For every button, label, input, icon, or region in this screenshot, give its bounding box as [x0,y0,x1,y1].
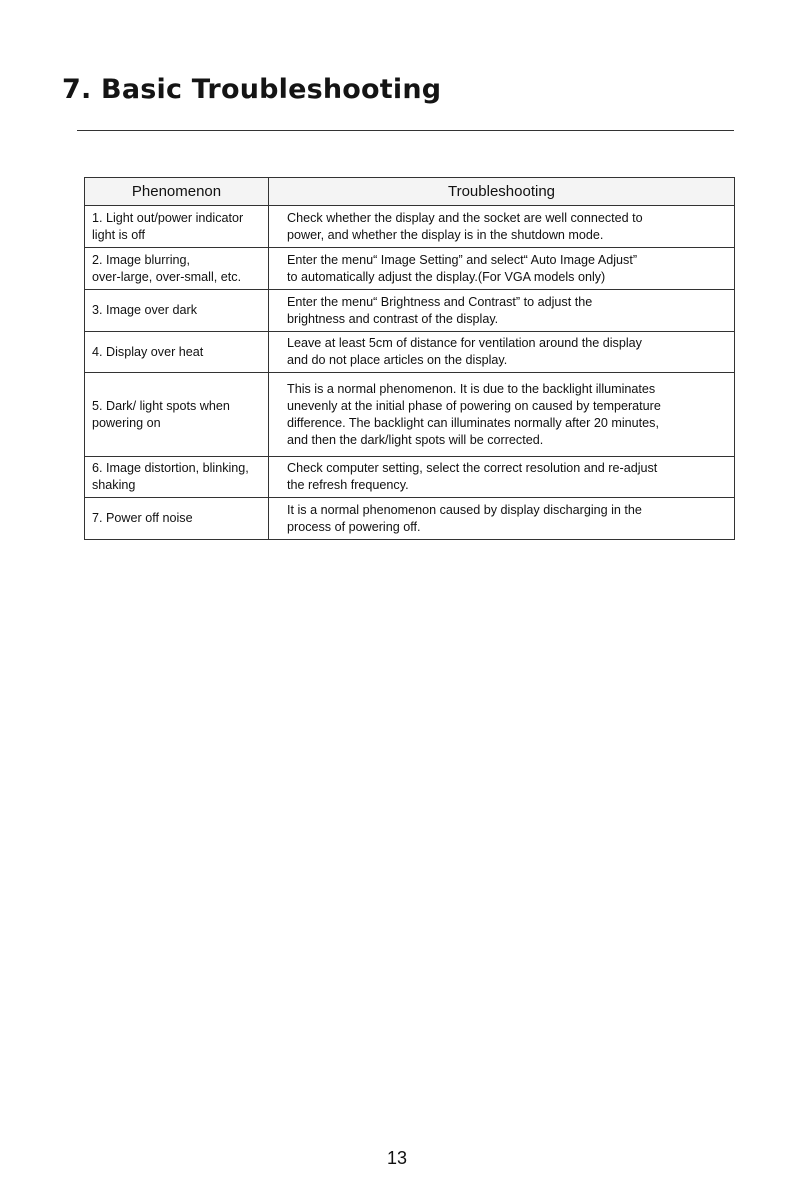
troubleshooting-cell: This is a normal phenomenon. It is due to the backlight illuminates unevenly at the initial phase of powering on caused by temperature difference. The backlight can illuminates normally after 20 minutes, and then the dark/light spots will be corrected. [269,373,735,457]
troubleshooting-cell: Enter the menu“ Image Setting” and select“ Auto Image Adjust” to automatically adjust the display.(For VGA models only) [269,248,735,290]
troubleshooting-cell: Leave at least 5cm of distance for ventilation around the display and do not place articles on the display. [269,332,735,373]
phenomenon-cell: 3. Image over dark [85,290,269,332]
title-divider [77,130,734,131]
table-row [85,290,735,332]
column-header-phenomenon: Phenomenon [85,178,269,206]
troubleshooting-cell: It is a normal phenomenon caused by display discharging in the process of powering off. [269,498,735,540]
table-row [85,498,735,540]
table-header-row [85,178,735,206]
phenomenon-cell: 7. Power off noise [85,498,269,540]
phenomenon-cell: 4. Display over heat [85,332,269,373]
troubleshooting-table [84,177,735,540]
phenomenon-cell: 6. Image distortion, blinking, shaking [85,457,269,498]
table-row [85,457,735,498]
page-title: 7. Basic Troubleshooting [62,74,442,105]
table-row [85,248,735,290]
phenomenon-cell: 2. Image blurring, over-large, over-small, etc. [85,248,269,290]
table-row [85,373,735,457]
column-header-troubleshooting: Troubleshooting [269,178,735,206]
phenomenon-cell: 5. Dark/ light spots when powering on [85,373,269,457]
page-number: 13 [386,1148,408,1168]
phenomenon-cell: 1. Light out/power indicator light is off [85,206,269,248]
troubleshooting-cell: Check computer setting, select the correct resolution and re-adjust the refresh frequency. [269,457,735,498]
troubleshooting-cell: Check whether the display and the socket are well connected to power, and whether the display is in the shutdown mode. [269,206,735,248]
troubleshooting-cell: Enter the menu“ Brightness and Contrast” to adjust the brightness and contrast of the display. [269,290,735,332]
table-row [85,206,735,248]
table-row [85,332,735,373]
